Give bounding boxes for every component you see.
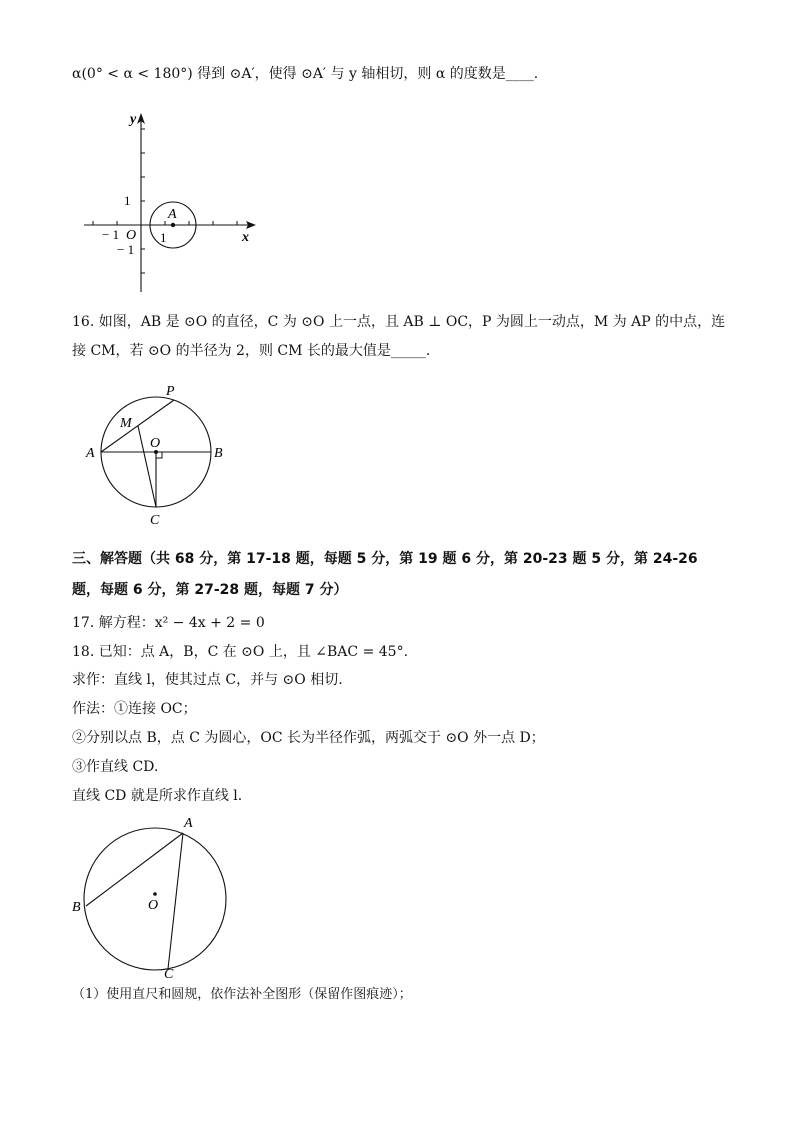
- q18-part1: （1）使用直尺和圆规，依作法补全图形（保留作图痕迹）；: [72, 987, 412, 1002]
- fig15-coordinate-plane: [78, 108, 268, 298]
- fig15-point-a: A: [168, 207, 177, 222]
- fig16-label-a: A: [86, 446, 95, 461]
- q18-line6: 直线 CD 就是所求作直线 l.: [72, 788, 243, 804]
- fig15-neg-one-y: − 1: [117, 242, 135, 257]
- fig16-label-c: C: [150, 513, 160, 528]
- fig16-label-m: M: [120, 416, 132, 431]
- fig18-circle-diagram: [66, 812, 246, 984]
- fig15-one-x: 1: [160, 230, 167, 245]
- fig18-label-a: A: [184, 816, 193, 831]
- q18-line3: 作法：①连接 OC；: [72, 701, 197, 717]
- fig16-label-b: B: [214, 446, 223, 461]
- section3-heading-line2: 题，每题 6 分，第 27-28 题，每题 7 分）: [72, 582, 348, 598]
- q17-text: 17. 解方程：x² − 4x + 2 = 0: [72, 615, 265, 631]
- fig15-x-label: x: [242, 230, 249, 245]
- fig18-label-b: B: [72, 900, 81, 915]
- fig16-label-p: P: [166, 384, 175, 399]
- q18-line2: 求作：直线 l，使其过点 C，并与 ⊙O 相切.: [72, 672, 343, 688]
- fig15-one-y: 1: [124, 193, 131, 208]
- fig15-y-label: y: [130, 112, 137, 127]
- q16-line2: 接 CM，若 ⊙O 的半径为 2，则 CM 长的最大值是_____.: [72, 343, 431, 359]
- q18-line1: 18. 已知：点 A，B，C 在 ⊙O 上，且 ∠BAC = 45°.: [72, 644, 409, 660]
- q18-line4: ②分别以点 B，点 C 为圆心，OC 长为半径作弧，两弧交于 ⊙O 外一点 D；: [72, 730, 545, 746]
- q15-text: α(0° < α < 180°) 得到 ⊙A′，使得 ⊙A′ 与 y 轴相切，则 α 的度数是____.: [72, 66, 539, 82]
- fig15-origin-label: O: [126, 228, 137, 243]
- fig16-label-o: O: [150, 436, 161, 451]
- fig15-neg-one-x: − 1: [102, 227, 120, 242]
- q16-line1: 16. 如图，AB 是 ⊙O 的直径，C 为 ⊙O 上一点，且 AB ⊥ OC，P 为圆上一动点，M 为 AP 的中点，连: [72, 314, 726, 330]
- fig18-label-o: O: [148, 898, 159, 913]
- q18-line5: ③作直线 CD.: [72, 759, 159, 775]
- section3-heading-line1: 三、解答题（共 68 分，第 17-18 题，每题 5 分，第 19 题 6 分，第 20-23 题 5 分，第 24-26: [72, 551, 698, 567]
- fig16-circle-diagram: [80, 378, 230, 528]
- fig18-label-c: C: [164, 967, 174, 982]
